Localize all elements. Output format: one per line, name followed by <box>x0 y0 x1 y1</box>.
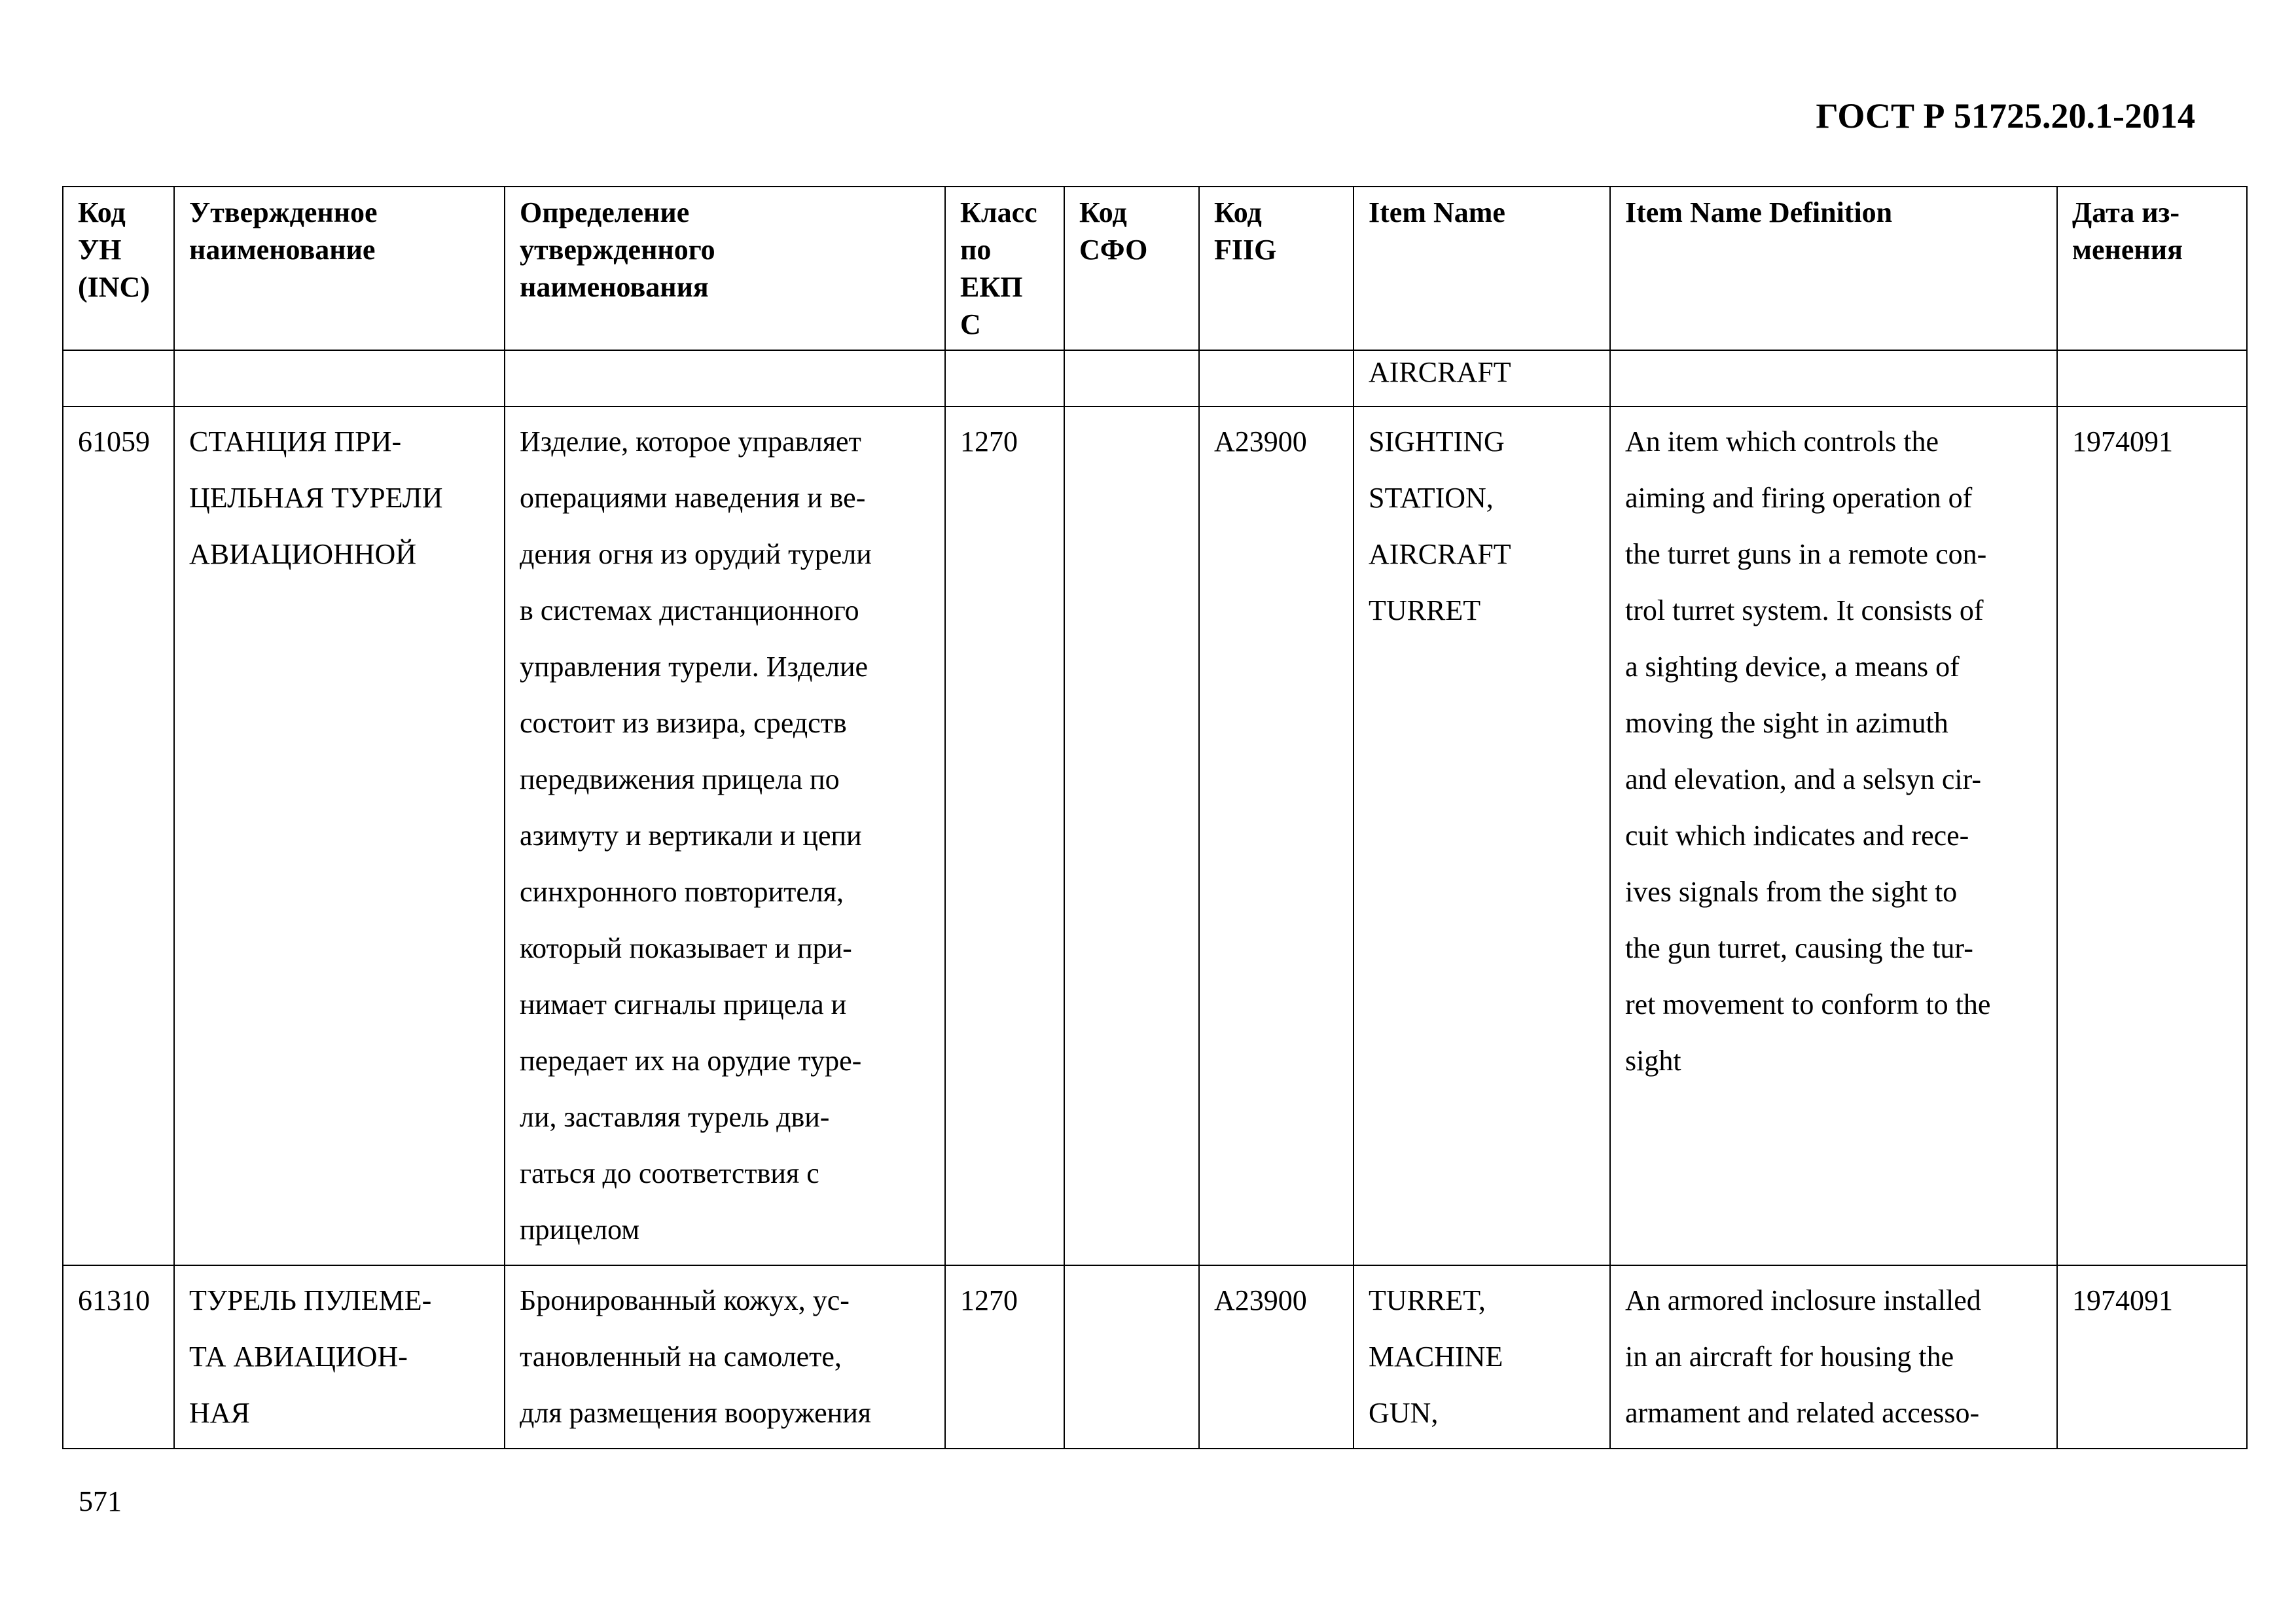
column-header-fiig: Код FIIG <box>1199 187 1354 350</box>
cell-approved-name <box>174 350 505 406</box>
column-header-sfo: Код СФО <box>1064 187 1199 350</box>
column-header-item-name-definition: Item Name Definition <box>1610 187 2057 350</box>
column-header-inc: Код УН (INC) <box>63 187 174 350</box>
cell-inc: 61059 <box>63 406 174 1265</box>
cell-definition-en: An item which controls the aiming and firing operation of the turret guns in a remote con- trol turret system. It consists of a sighting device, a means of moving the sight in azimuth and elevation, and a selsyn cir- cuit which indicates and rece- ives signals from the sight to the gun turret, causing the tur- ret movement to conform to the sight <box>1610 406 2057 1265</box>
cell-sfo <box>1064 350 1199 406</box>
cell-change-date: 1974091 <box>2057 1265 2247 1449</box>
cell-fiig: A23900 <box>1199 1265 1354 1449</box>
cell-approved-name: ТУРЕЛЬ ПУЛЕМЕ- ТА АВИАЦИОН- НАЯ <box>174 1265 505 1449</box>
cell-change-date: 1974091 <box>2057 406 2247 1265</box>
document-code: ГОСТ Р 51725.20.1-2014 <box>1816 96 2195 135</box>
cell-item-name: AIRCRAFT <box>1354 350 1610 406</box>
table-row <box>63 1265 2247 1449</box>
column-header-definition-ru: Определение утвержденного наименования <box>505 187 945 350</box>
cell-inc: 61310 <box>63 1265 174 1449</box>
table-row <box>63 350 2247 406</box>
cell-class: 1270 <box>945 1265 1064 1449</box>
table-header-row <box>63 187 2247 350</box>
cell-approved-name: СТАНЦИЯ ПРИ- ЦЕЛЬНАЯ ТУРЕЛИ АВИАЦИОННОЙ <box>174 406 505 1265</box>
cell-fiig <box>1199 350 1354 406</box>
cell-definition-ru <box>505 350 945 406</box>
cell-definition-en <box>1610 350 2057 406</box>
column-header-approved-name: Утвержденное наименование <box>174 187 505 350</box>
column-header-class: Класс по ЕКП С <box>945 187 1064 350</box>
nomenclature-table <box>62 186 2248 1449</box>
cell-fiig: A23900 <box>1199 406 1354 1265</box>
cell-inc <box>63 350 174 406</box>
cell-item-name: SIGHTING STATION, AIRCRAFT TURRET <box>1354 406 1610 1265</box>
page-number: 571 <box>79 1485 122 1517</box>
cell-definition-en: An armored inclosure installed in an aircraft for housing the armament and related accesso- <box>1610 1265 2057 1449</box>
table-row <box>63 406 2247 1265</box>
cell-class <box>945 350 1064 406</box>
column-header-item-name: Item Name <box>1354 187 1610 350</box>
cell-sfo <box>1064 406 1199 1265</box>
cell-class: 1270 <box>945 406 1064 1265</box>
cell-sfo <box>1064 1265 1199 1449</box>
column-header-change-date: Дата из- менения <box>2057 187 2247 350</box>
cell-definition-ru: Бронированный кожух, ус- тановленный на самолете, для размещения вооружения <box>505 1265 945 1449</box>
cell-change-date <box>2057 350 2247 406</box>
cell-item-name: TURRET, MACHINE GUN, <box>1354 1265 1610 1449</box>
cell-definition-ru: Изделие, которое управляет операциями наведения и ве- дения огня из орудий турели в системах дистанционного управления турели. Изделие состоит из визира, средств передвижения прицела по азимуту и вертикали и цепи синхронного повторителя, который показывает и при- нимает сигналы прицела и передает их на орудие туре- ли, заставляя турель дви- гаться до соответствия с прицелом <box>505 406 945 1265</box>
